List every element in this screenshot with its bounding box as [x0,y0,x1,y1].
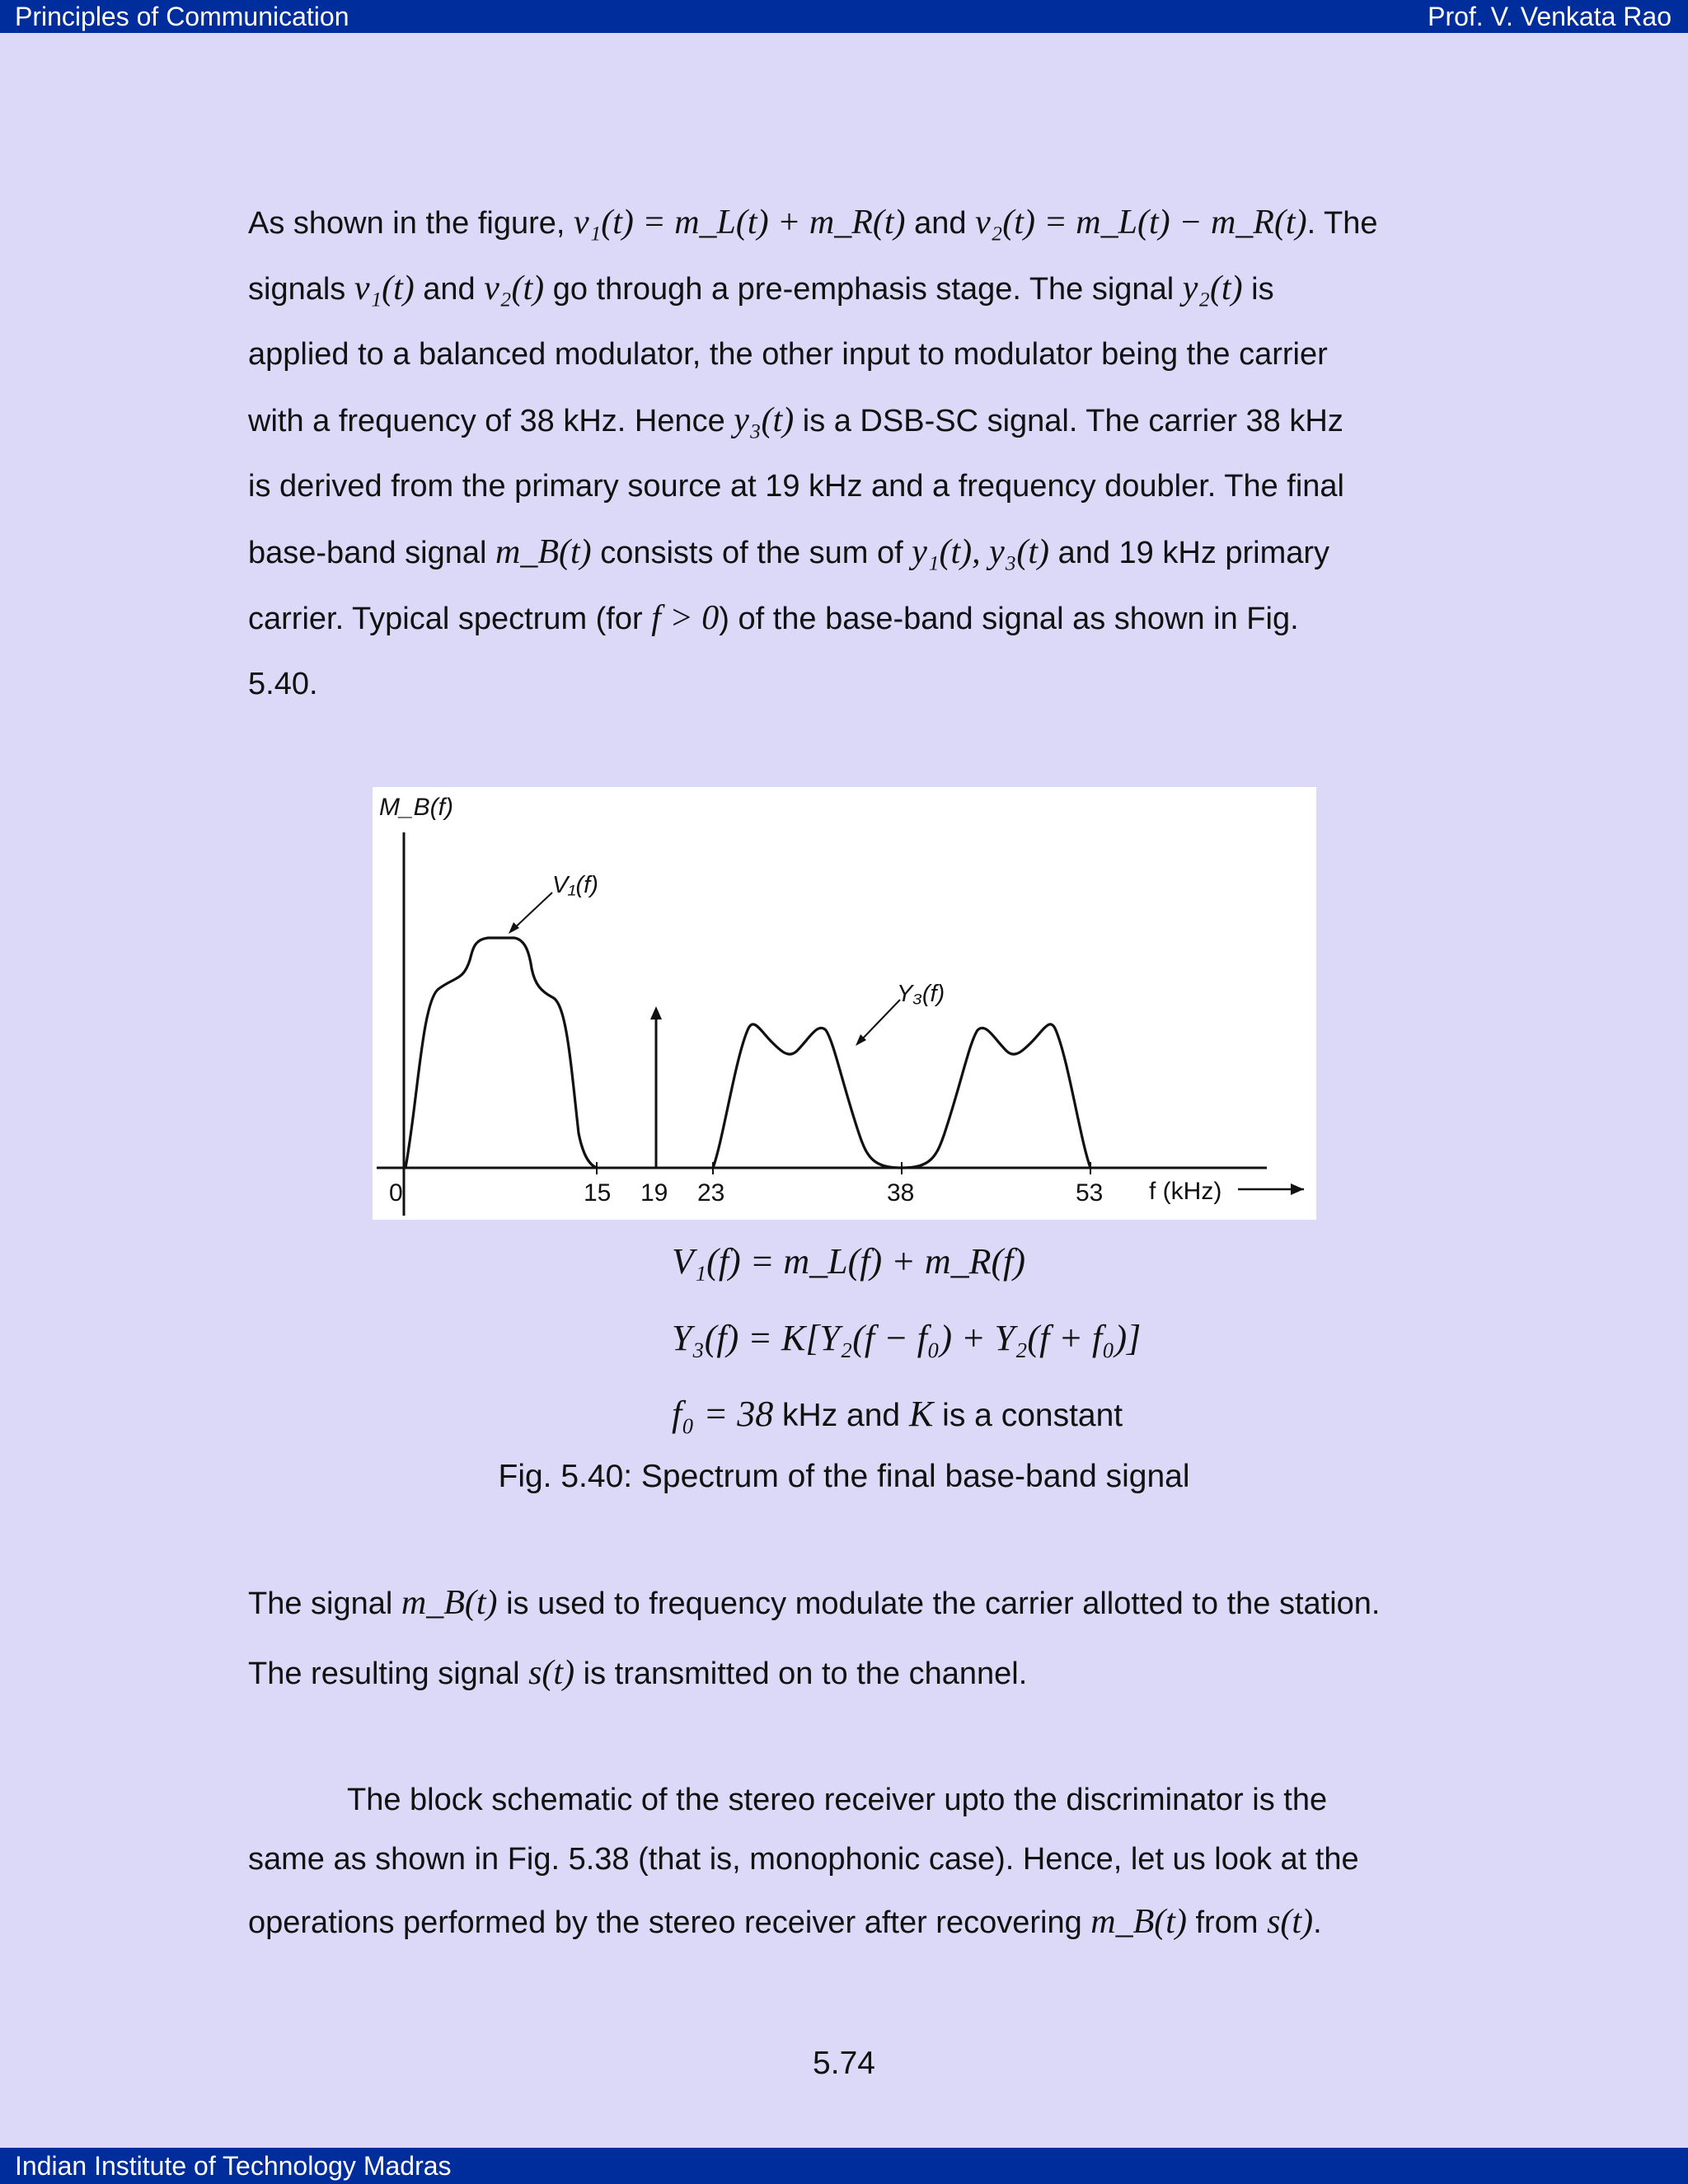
p1-text: with a frequency of 38 kHz. Hence [248,404,734,438]
p2-eq: s(t) [528,1654,575,1692]
footer-bar [0,2148,1688,2184]
p2-line-1 [248,1566,1439,1640]
p3-line-3 [248,1889,1439,1955]
y-axis-label: M_B(f) [379,794,453,821]
p1-line-1 [248,190,1439,255]
p2-text: is used to frequency modulate the carrier allotted to the station. [497,1586,1381,1621]
p2-eq: m_B(t) [401,1584,498,1622]
p1-eq: m_B(t) [495,533,592,571]
tick-label-15: 15 [584,1179,612,1207]
header-bar [0,0,1688,33]
p1-text: signals [248,272,354,307]
p1-text: As shown in the figure, [248,206,574,241]
p1-line-4 [248,387,1439,453]
x-axis-label: f (kHz) [1149,1178,1222,1205]
header-author: Prof. V. Venkata Rao [1428,2,1672,31]
p1-eq: v₁(t) [354,269,415,307]
p1-line-8: 5.40. [248,667,318,701]
p1-text: is a DSB-SC signal. The carrier 38 kHz [794,404,1343,438]
p1-text: and [414,272,485,307]
p2-text: The resulting signal [248,1657,529,1691]
p1-eq-v2: v₂(t) = m_L(t) − m_R(t) [975,204,1307,241]
v1-label: V₁(f) [552,872,598,898]
equation-k: K [908,1394,934,1434]
y3-lower-sideband [713,1024,902,1168]
p1-eq: y₂(t) [1182,269,1243,307]
p1-line-6 [248,519,1439,585]
p3-text: . [1313,1905,1322,1940]
equation-f0 [672,1393,1123,1435]
p3-line-2: same as shown in Fig. 5.38 (that is, monophonic case). Hence, let us look at the [248,1842,1359,1877]
p1-eq-v1: v₁(t) = m_L(t) + m_R(t) [574,204,906,241]
page-number: 5.74 [813,2046,875,2081]
paragraph-2 [248,1566,1439,1706]
tick-label-23: 23 [697,1179,725,1207]
figure-caption: Fig. 5.40: Spectrum of the final base-band signal [498,1459,1190,1494]
v1-spectrum-curve [406,938,597,1168]
equation-v1 [672,1240,1025,1282]
y3-pointer [859,1000,900,1043]
p1-line-3: applied to a balanced modulator, the other input to modulator being the carrier [248,337,1328,372]
p1-text: . The [1306,206,1378,241]
spectrum-plot [373,787,1316,1220]
pilot-arrow [650,1006,662,1019]
y3-label: Y₃(f) [897,981,945,1007]
p1-eq: f > 0 [651,599,720,637]
equation-f0-value: f₀ = 38 [672,1394,774,1434]
paragraph-3 [248,1770,1439,1955]
p2-line-2 [248,1640,1439,1706]
p3-line-1: The block schematic of the stereo receiver upto the discriminator is the [347,1783,1328,1817]
tick-label-0: 0 [389,1179,403,1207]
p3-text: operations performed by the stereo receiver after recovering [248,1905,1091,1940]
tick-label-19: 19 [640,1179,668,1207]
header-title: Principles of Communication [15,2,349,31]
p1-line-7 [248,585,1439,651]
p1-text: is [1242,272,1274,307]
p1-text: carrier. Typical spectrum (for [248,602,652,636]
p1-text: consists of the sum of [591,536,912,570]
p1-text: and 19 kHz primary [1049,536,1330,570]
tick-label-38: 38 [887,1179,915,1207]
p2-text: is transmitted on to the channel. [574,1657,1028,1691]
equation-f0-text2: is a constant [933,1398,1123,1433]
x-arrow-head [1291,1183,1304,1195]
equation-v1-text: V₁(f) = m_L(f) + m_R(f) [672,1241,1026,1282]
p1-line-2 [248,255,1439,321]
p3-eq: m_B(t) [1090,1903,1187,1941]
equation-y3-text: Y₃(f) = K[Y₂(f − f₀) + Y₂(f + f₀)] [672,1318,1142,1358]
p1-eq: y₃(t) [734,401,795,439]
p1-text: go through a pre-emphasis stage. The signal [544,272,1183,307]
equation-f0-text: kHz and [773,1398,909,1433]
p1-eq: y₁(t), y₃(t) [912,533,1050,571]
equation-y3 [672,1317,1141,1359]
p1-line-5: is derived from the primary source at 19 kHz and a frequency doubler. The final [248,469,1344,504]
p1-text: ) of the base-band signal as shown in Fig. [719,602,1299,636]
tick-label-53: 53 [1076,1179,1104,1207]
p1-text: base-band signal [248,536,495,570]
p3-text: from [1186,1905,1268,1940]
p1-eq: v₂(t) [484,269,545,307]
spectrum-figure [373,787,1316,1220]
paragraph-1 [248,190,1439,717]
footer-institution: Indian Institute of Technology Madras [15,2151,452,2181]
y3-upper-sideband [902,1024,1090,1168]
p3-eq: s(t) [1267,1903,1314,1941]
v1-pointer [511,893,552,931]
p1-text: and [905,206,976,241]
p2-text: The signal [248,1586,401,1621]
